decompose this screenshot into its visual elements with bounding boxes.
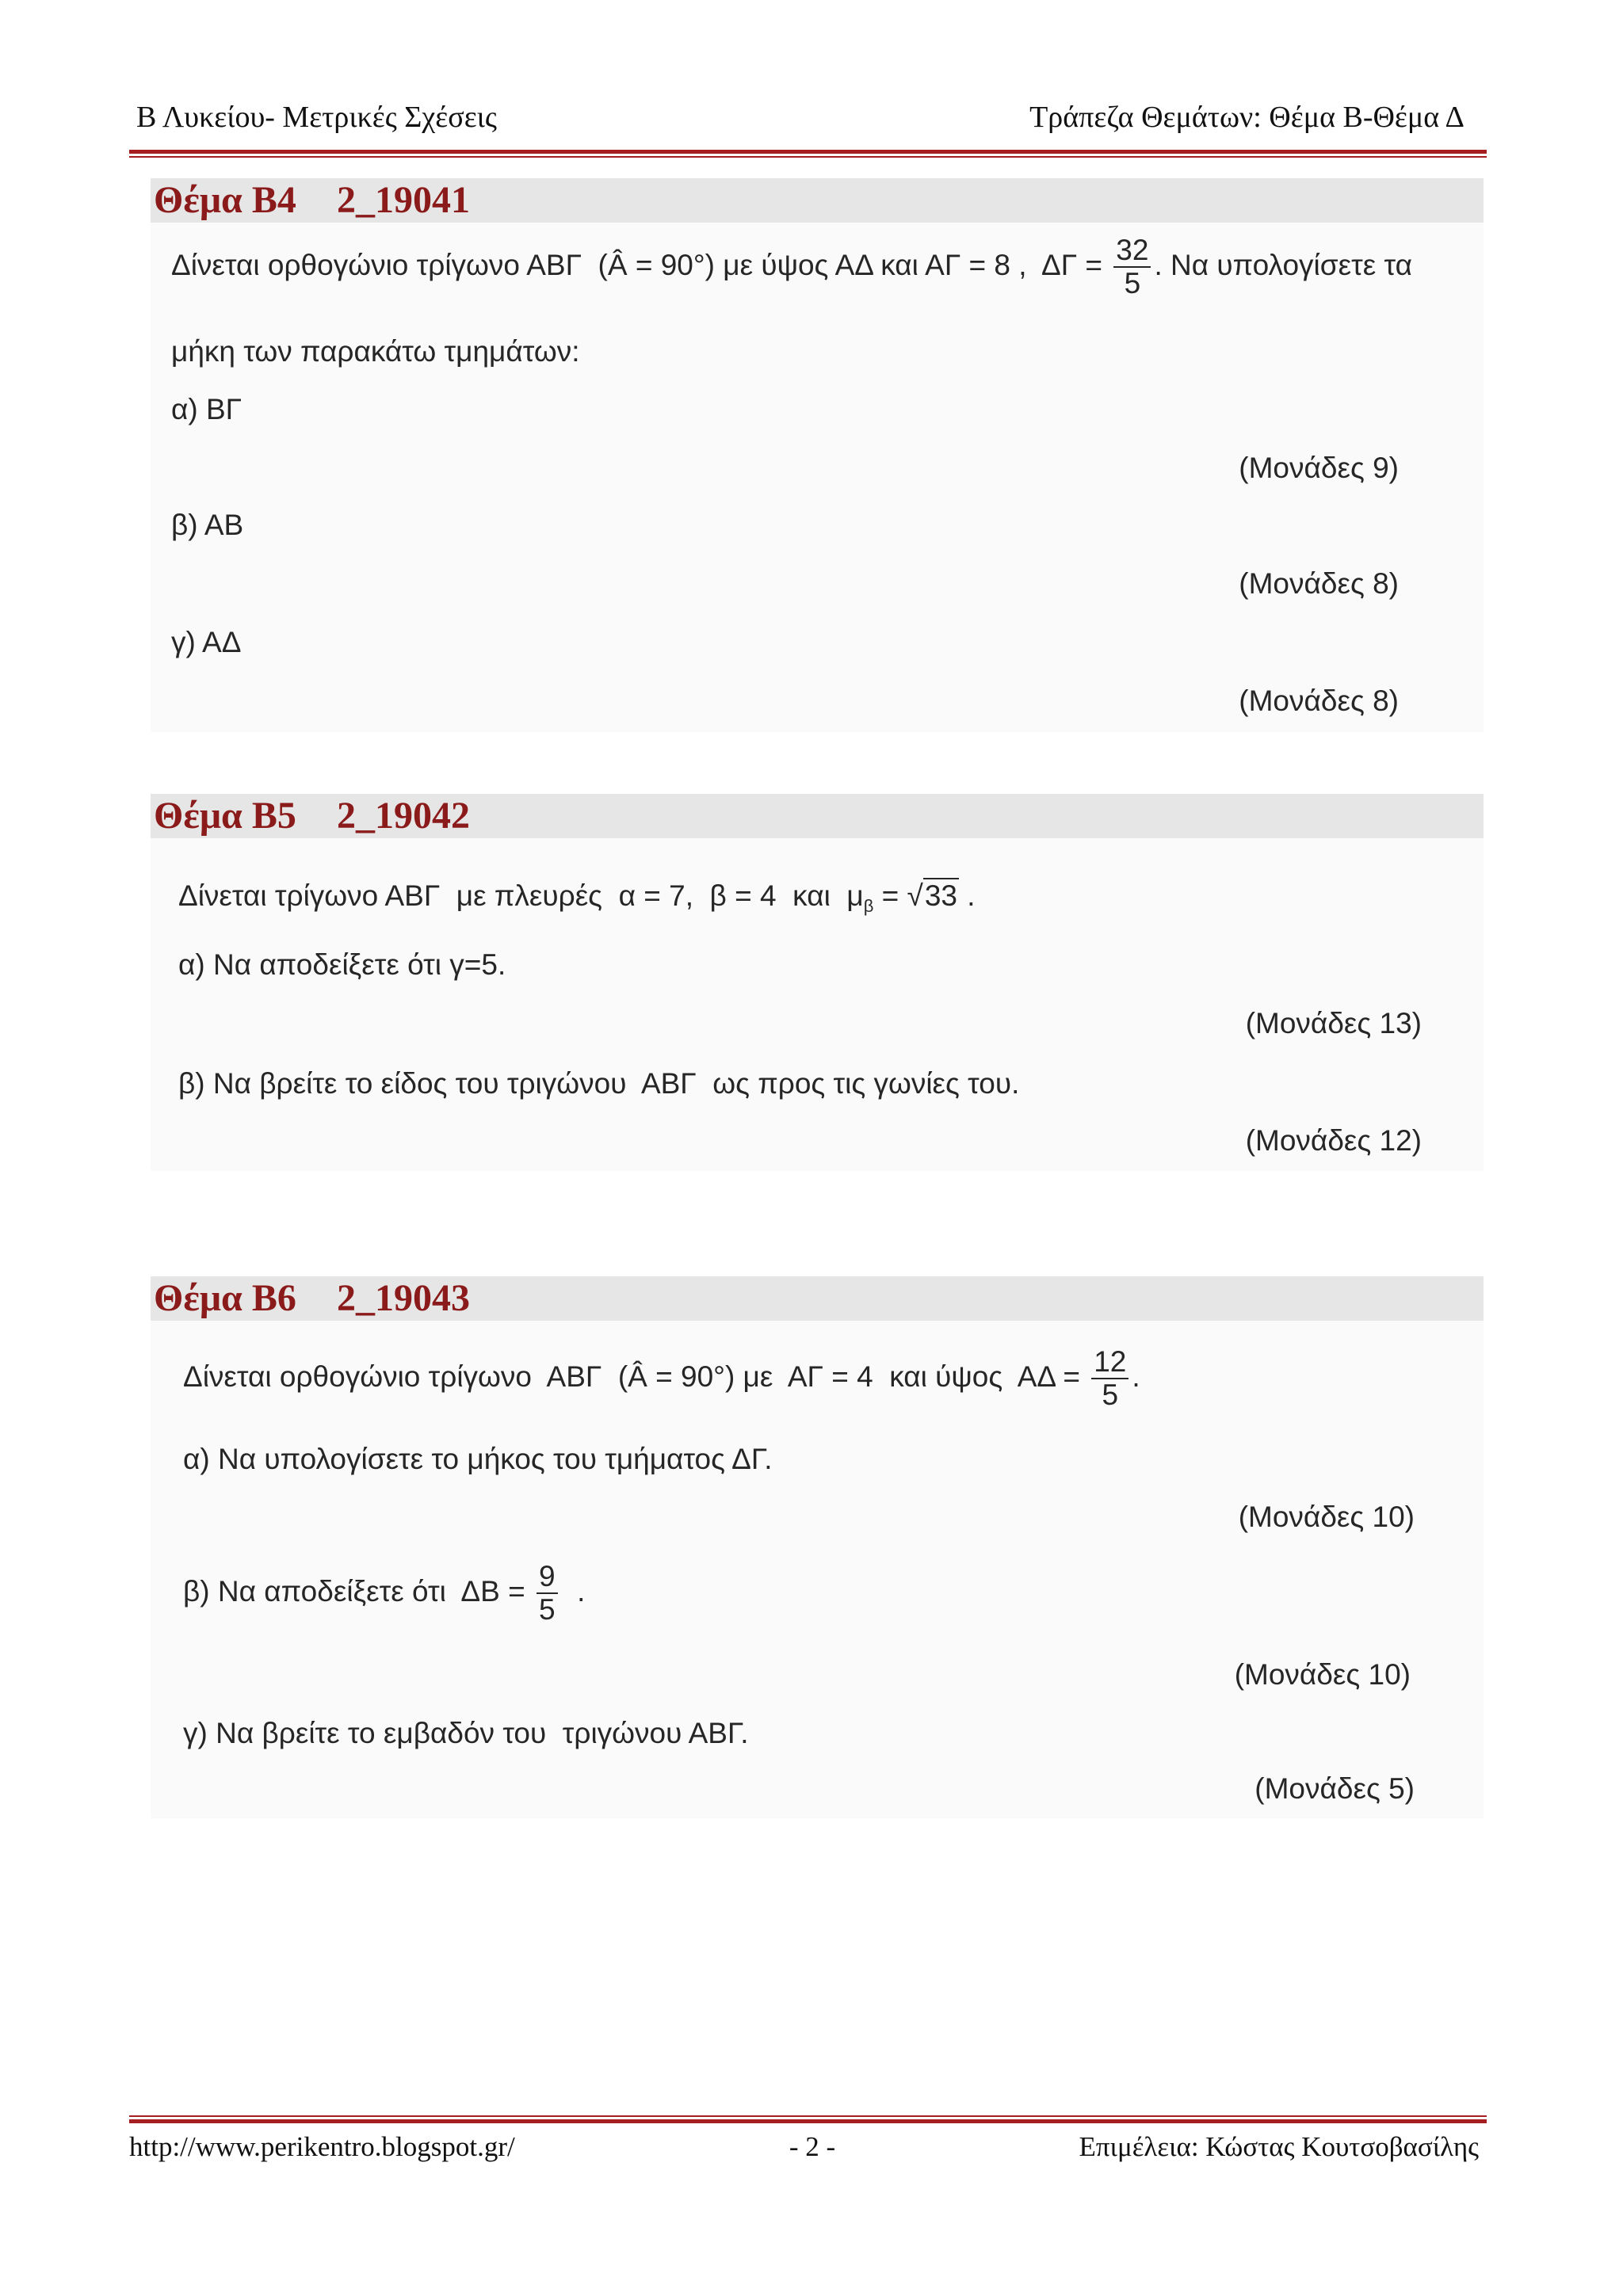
problem-b5-label: Θέμα Β5 — [154, 795, 296, 837]
footer-author-credit: Επιμέλεια: Κώστας Κουτσοβασίλης — [1079, 2131, 1479, 2162]
equals-sign: = — [873, 879, 907, 912]
problem-b6-question-a-points: (Μονάδες 10) — [1238, 1501, 1415, 1533]
radical-sign: √ — [907, 879, 923, 912]
problem-b4-question-c-points: (Μονάδες 8) — [1239, 685, 1399, 717]
problem-b4-question-b: β) ΑΒ — [171, 509, 244, 541]
median-subscript: β — [863, 896, 874, 916]
fraction-denominator: 5 — [538, 1593, 556, 1626]
statement-text-end: . — [958, 879, 976, 912]
footer-page-number: - 2 - — [789, 2131, 836, 2162]
problem-b4-label: Θέμα Β4 — [154, 179, 296, 221]
problem-b5-question-a-points: (Μονάδες 13) — [1245, 1007, 1422, 1039]
radicand: 33 — [924, 879, 957, 912]
statement-text: Δίνεται τρίγωνο ΑΒΓ με πλευρές α = 7, β = 4 και μ — [178, 879, 864, 912]
statement-text: Δίνεται ορθογώνιο τρίγωνο ΑΒΓ (Â = 90°) με ΑΓ = 4 και ύψος ΑΔ = — [183, 1360, 1089, 1393]
fraction-numerator: 32 — [1113, 235, 1151, 268]
footer-rule-thick — [129, 2119, 1487, 2123]
fraction-numerator: 9 — [537, 1561, 558, 1594]
problem-b4-title-bar — [151, 178, 1484, 223]
problem-b4-statement-continuation: μήκη των παρακάτω τμημάτων: — [171, 335, 580, 368]
problem-b5-code: 2_19042 — [337, 795, 470, 837]
problem-b6-code: 2_19043 — [337, 1277, 470, 1319]
header-rule — [129, 150, 1487, 158]
problem-b6-label: Θέμα Β6 — [154, 1277, 296, 1319]
problem-b4-question-a: α) ΒΓ — [171, 393, 242, 425]
statement-text-end: . Να υπολογίσετε τα — [1154, 248, 1412, 281]
fraction — [537, 1561, 558, 1626]
problem-b6-question-b — [183, 1561, 585, 1626]
problem-b5-statement — [178, 879, 976, 916]
problem-b5-question-a: α) Να αποδείξετε ότι γ=5. — [178, 948, 506, 981]
question-text: β) Να αποδείξετε ότι ΔΒ = — [183, 1574, 533, 1608]
statement-text-end: . — [1132, 1360, 1140, 1393]
problem-b4-question-b-points: (Μονάδες 8) — [1239, 567, 1399, 600]
header-course-title: Β Λυκείου- Μετρικές Σχέσεις — [136, 101, 497, 134]
problem-b6-question-c: γ) Να βρείτε το εμβαδόν του τριγώνου ΑΒΓ. — [183, 1717, 749, 1749]
footer-website-link[interactable]: http://www.perikentro.blogspot.gr/ — [129, 2131, 515, 2162]
fraction-denominator: 5 — [1102, 1379, 1119, 1411]
problem-b5-question-b-points: (Μονάδες 12) — [1245, 1124, 1422, 1157]
problem-b4-question-a-points: (Μονάδες 9) — [1239, 452, 1399, 484]
header-rule-thin — [129, 156, 1487, 158]
problem-b5-title-bar — [151, 794, 1484, 838]
fraction-denominator: 5 — [1124, 267, 1141, 299]
statement-text: Δίνεται ορθογώνιο τρίγωνο ΑΒΓ (Â = 90°) με ύψος ΑΔ και ΑΓ = 8 , ΔΓ = — [171, 248, 1111, 281]
problem-b6-statement — [183, 1346, 1140, 1411]
problem-b4-statement — [171, 235, 1412, 299]
header-topic-title: Τράπεζα Θεμάτων: Θέμα Β-Θέμα Δ — [1029, 101, 1465, 134]
fraction — [1113, 235, 1151, 299]
problem-b4-code: 2_19041 — [337, 179, 470, 221]
fraction-numerator: 12 — [1091, 1346, 1128, 1379]
problem-b5-question-b: β) Να βρείτε το είδος του τριγώνου ΑΒΓ ως προς τις γωνίες του. — [178, 1067, 1020, 1100]
problem-b6-question-b-points: (Μονάδες 10) — [1234, 1658, 1411, 1691]
question-text-end: . — [560, 1574, 586, 1608]
problem-b6-title-bar — [151, 1276, 1484, 1321]
problem-b6-question-c-points: (Μονάδες 5) — [1254, 1772, 1415, 1805]
footer-rule — [129, 2115, 1487, 2123]
problem-b4-question-c: γ) ΑΔ — [171, 626, 242, 658]
fraction — [1091, 1346, 1128, 1411]
problem-b6-question-a: α) Να υπολογίσετε το μήκος του τμήματος ΔΓ. — [183, 1443, 773, 1475]
